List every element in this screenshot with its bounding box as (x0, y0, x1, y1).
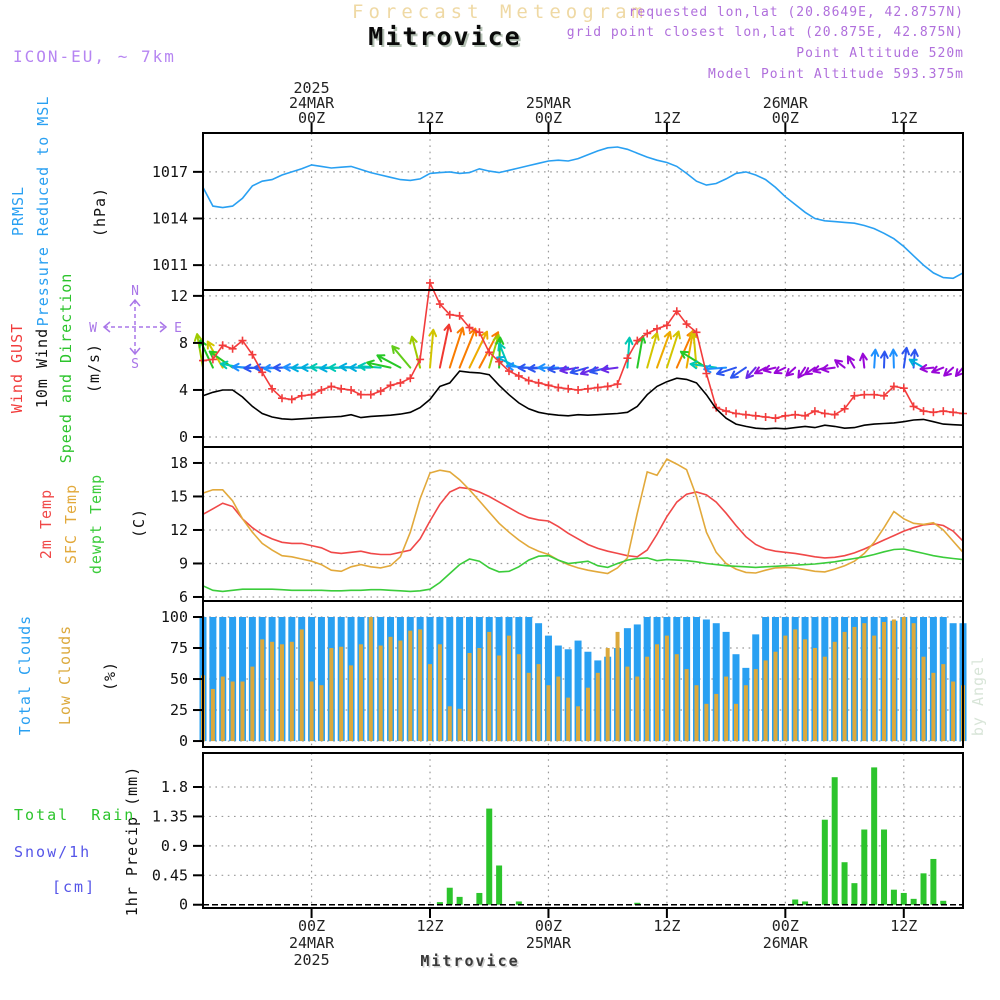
precip-ytick: 0.45 (151, 866, 188, 885)
temperature-ytick: 15 (169, 487, 188, 506)
precip-ylabel: 1hr Precip (mm) (123, 765, 141, 917)
clouds-unit-label: (%) (101, 660, 119, 692)
total-rain-bars (437, 767, 946, 904)
rain-label: Total Rain (14, 806, 136, 824)
wind-ytick: 0 (178, 428, 188, 447)
precip-ytick: 1.8 (160, 778, 188, 797)
temp-2m-label: 2m Temp (37, 488, 55, 560)
model-point-altitude: Model Point Altitude 593.375m (708, 67, 964, 82)
top-time-label: 00Z (771, 109, 799, 127)
top-time-label: 12Z (416, 109, 444, 127)
pressure-ytick: 1017 (151, 162, 188, 181)
wind-gust-markers (199, 279, 967, 422)
top-time-label: 00Z (534, 109, 563, 127)
compass-west: W (89, 321, 97, 336)
bottom-time-label: 12Z (890, 917, 918, 935)
bottom-time-label: 12Z (416, 917, 444, 935)
panel-wind (170, 279, 967, 447)
clouds-low-label: Low Clouds (56, 624, 74, 726)
station-title: Mitrovice (368, 22, 522, 51)
wind-10m-label: 10m Wind (33, 327, 51, 409)
bottom-time-label: 00Z (771, 917, 799, 935)
clouds-ytick: 100 (160, 608, 188, 627)
bottom-date-label: 25MAR (525, 934, 572, 952)
pressure-label-prmsl: PRMSL (9, 185, 27, 237)
temperature-ytick: 18 (169, 453, 188, 472)
precip-ytick: 0.9 (160, 836, 188, 855)
pressure-ytick: 1014 (151, 209, 188, 228)
clouds-ytick: 25 (169, 701, 188, 720)
dewpt-temp-line (203, 549, 963, 591)
panel-clouds (161, 601, 967, 750)
bottom-date-label: 26MAR (762, 934, 808, 952)
prmsl-line (203, 147, 963, 278)
wind-gust-line (203, 283, 963, 418)
point-altitude: Point Altitude 520m (796, 46, 964, 61)
total-clouds-bars (200, 617, 967, 741)
snow-unit-label: [cm] (52, 878, 97, 896)
wind-speeddir-label: Speed and Direction (57, 272, 75, 464)
clouds-ytick: 0 (178, 732, 188, 751)
top-date-label: 24MAR (288, 94, 335, 112)
wind-ytick: 12 (169, 286, 188, 305)
temperature-ytick: 9 (178, 554, 188, 573)
bottom-year-label: 2025 (293, 951, 330, 969)
top-date-label: 25MAR (525, 94, 572, 112)
wind-ytick: 4 (178, 380, 188, 399)
panel-precip (152, 753, 963, 914)
top-year-label: 2025 (293, 79, 330, 97)
wind-unit-label: (m/s) (85, 342, 103, 394)
compass-east: E (174, 321, 182, 336)
model-label: ICON-EU, ~ 7km (13, 47, 176, 66)
sfc-temp-line (203, 459, 963, 573)
pressure-unit-label: (hPa) (91, 186, 109, 238)
bottom-date-label: 24MAR (288, 934, 335, 952)
requested-coords: requested lon,lat (20.8649E, 42.8757N) (628, 5, 964, 20)
temp-dewpt-label: dewpt Temp (87, 473, 105, 575)
compass-south: S (131, 357, 139, 372)
page-title: Forecast Meteogram (352, 1, 648, 23)
compass-north: N (131, 284, 139, 299)
temp-sfc-label: SFC Temp (62, 483, 80, 565)
top-date-label: 26MAR (762, 94, 808, 112)
clouds-ytick: 50 (169, 670, 188, 689)
10m-wind-line (203, 371, 963, 429)
wind-gust-label: Wind GUST (8, 322, 26, 414)
grid-point-coords: grid point closest lon,lat (20.875E, 42.875N) (566, 25, 964, 40)
precip-ytick: 0 (178, 895, 188, 914)
temperature-ytick: 6 (178, 587, 188, 606)
snow-label: Snow/1h (14, 843, 92, 861)
precip-ytick: 1.35 (151, 807, 188, 826)
2m-temp-line (203, 488, 963, 558)
wind-ytick: 8 (178, 333, 188, 352)
top-time-label: 00Z (298, 109, 326, 127)
bottom-time-label: 00Z (298, 917, 326, 935)
pressure-label-long: Pressure Reduced to MSL (34, 95, 52, 327)
pressure-ytick: 1011 (151, 256, 188, 275)
top-time-label: 12Z (653, 109, 681, 127)
station-footer: Mitrovice (420, 952, 520, 970)
temperature-ytick: 12 (169, 520, 188, 539)
wind-direction-arrows (195, 325, 963, 378)
bottom-time-label: 12Z (653, 917, 681, 935)
top-time-label: 12Z (890, 109, 918, 127)
clouds-total-label: Total Clouds (16, 614, 34, 736)
clouds-ytick: 75 (169, 639, 188, 658)
panel-pressure (152, 133, 963, 290)
watermark: by Angel (969, 655, 987, 737)
panel-temperature (170, 447, 963, 606)
temp-unit-label: (C) (130, 507, 148, 539)
bottom-time-label: 00Z (534, 917, 563, 935)
